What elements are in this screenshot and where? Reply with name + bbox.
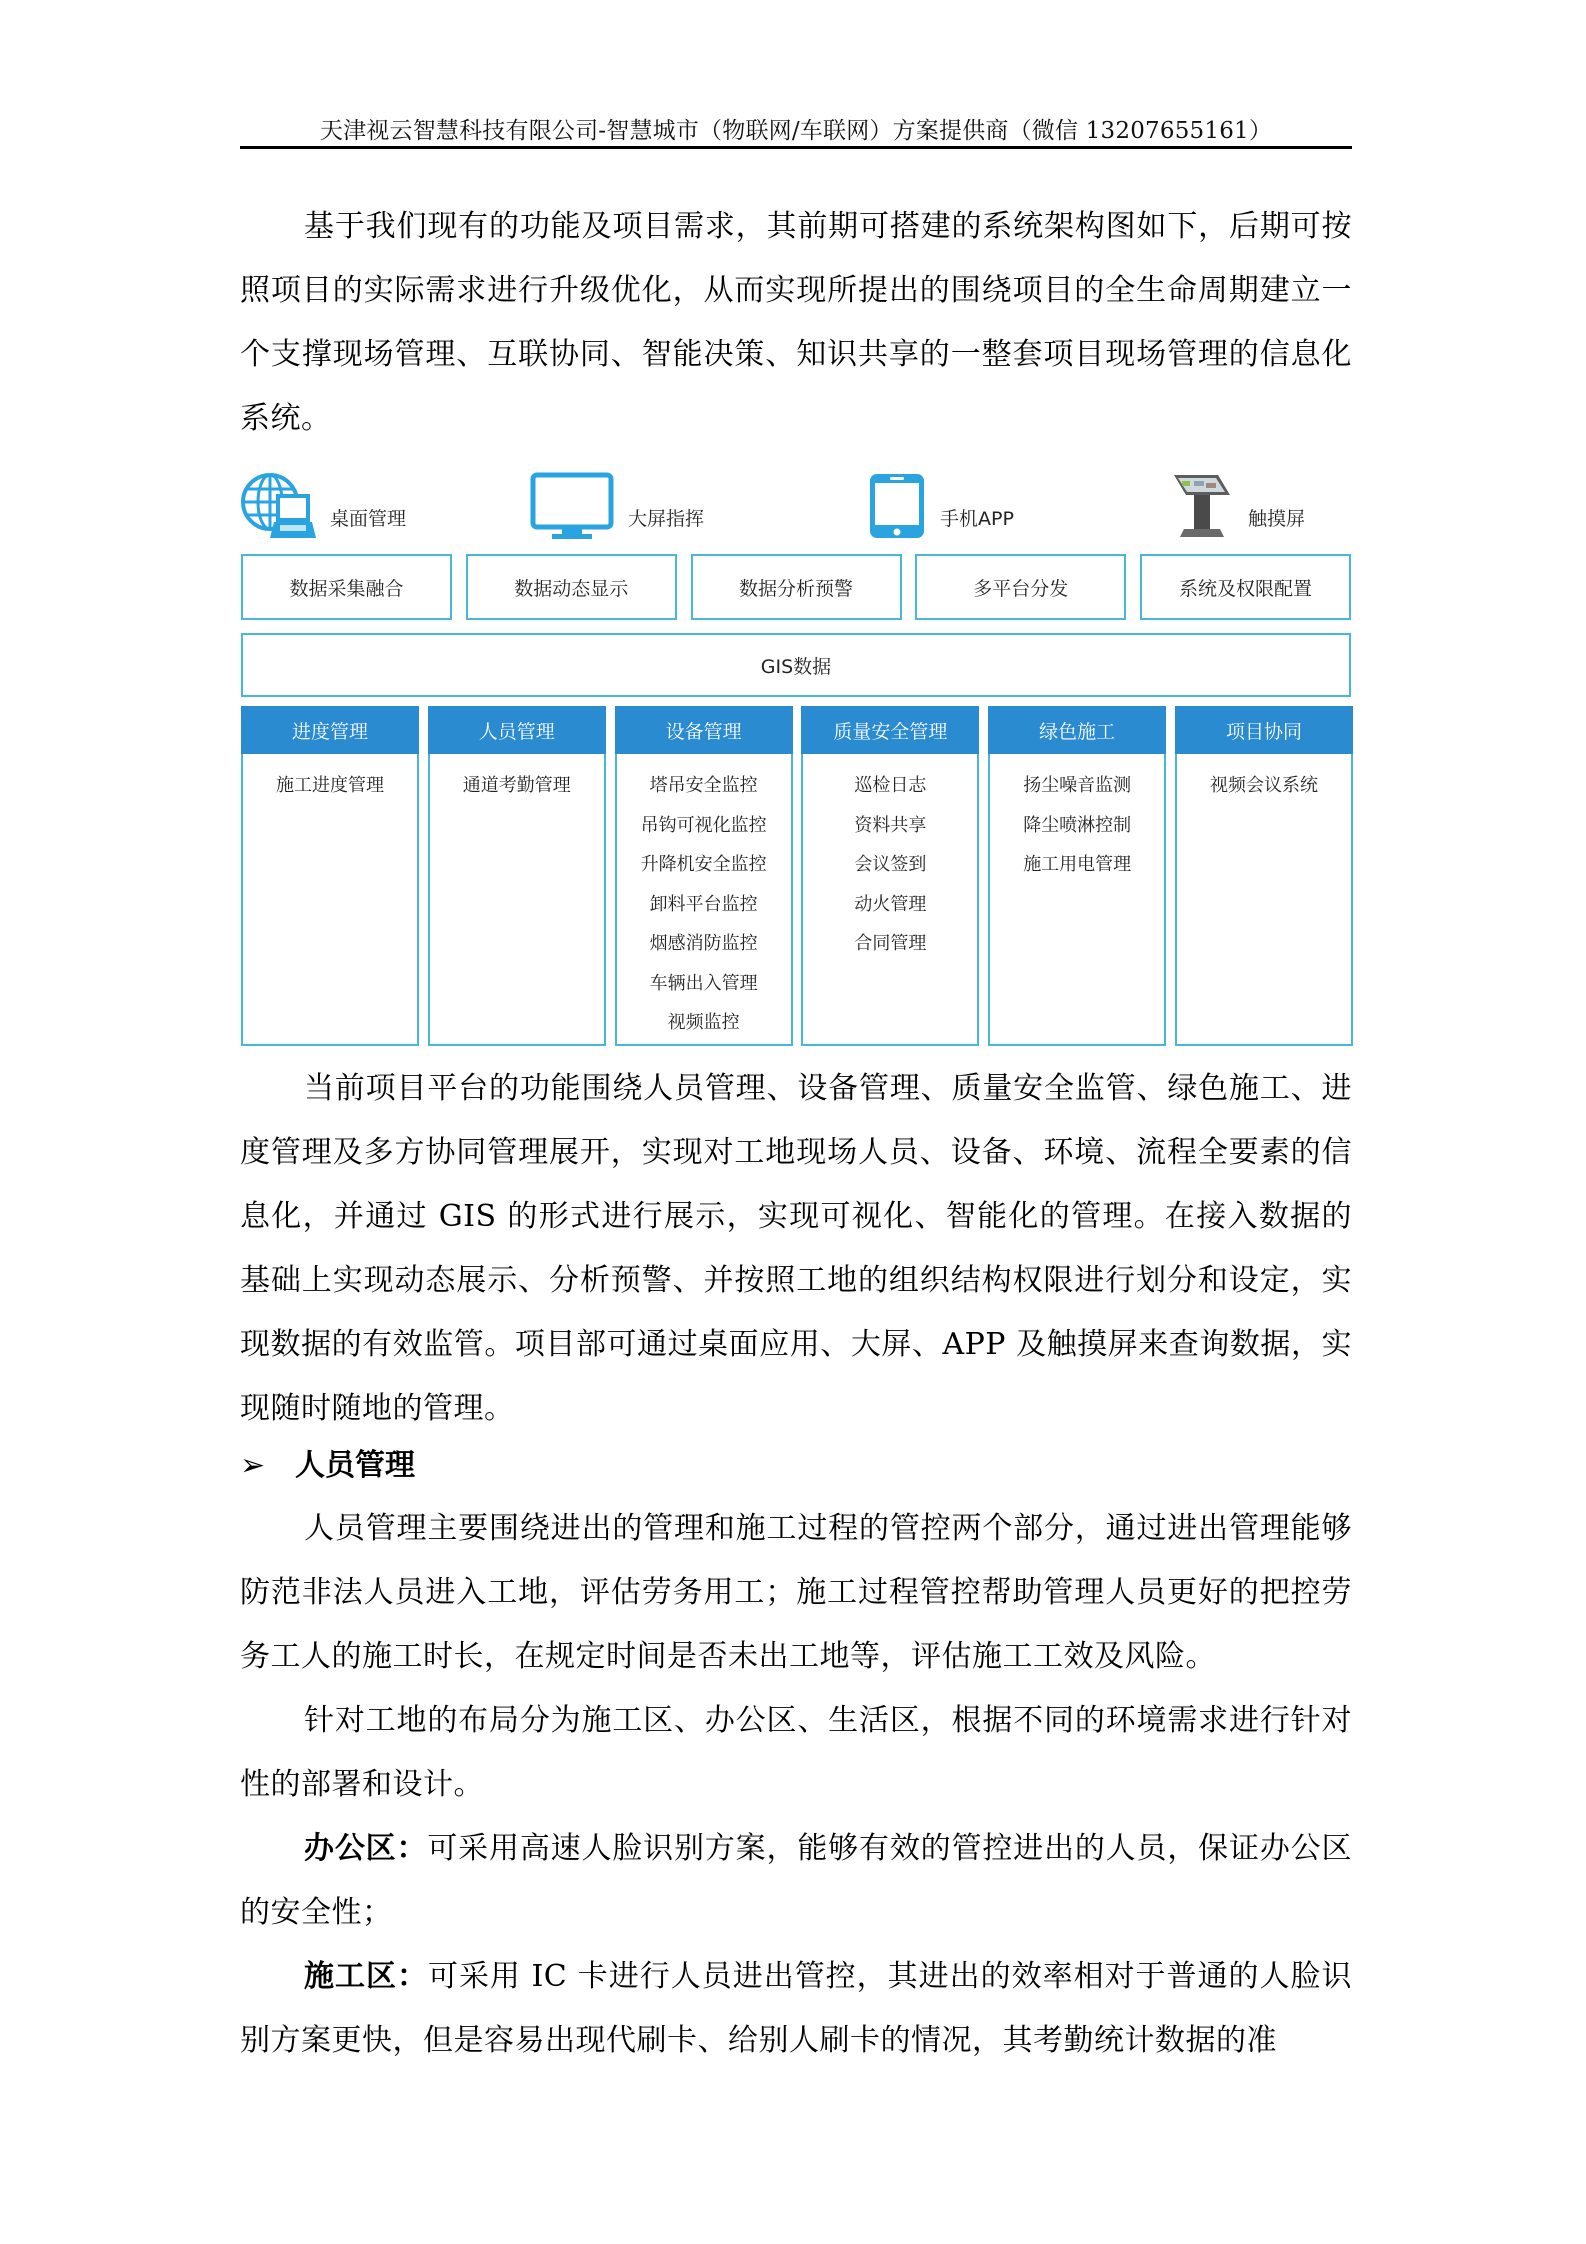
intro-paragraph: 基于我们现有的功能及项目需求，其前期可搭建的系统架构图如下，后期可按照项目的实际需求进行升级优化，从而实现所提出的围绕项目的全生命周期建立一个支撑现场管理、互联协同、智能决策、知识共享的一整套项目现场管理的信息化系统。 — [240, 209, 1352, 436]
header-divider — [240, 146, 1352, 149]
module-quality-safety — [801, 706, 979, 1046]
module-item: 塔吊安全监控 — [649, 775, 758, 796]
module-columns — [241, 706, 1353, 1046]
module-item: 吊钩可视化监控 — [640, 814, 767, 836]
section-heading — [240, 1434, 415, 1498]
client-mobile-app — [868, 466, 1014, 546]
system-architecture-diagram — [240, 466, 1352, 1056]
module-progress — [241, 706, 419, 1046]
office-zone-label: 办公区： — [304, 1831, 428, 1866]
feature-box: 多平台分发 — [915, 554, 1126, 620]
smartphone-icon — [868, 472, 926, 540]
client-touchscreen — [1170, 466, 1305, 546]
module-title: 质量安全管理 — [801, 706, 979, 754]
client-desktop — [240, 466, 406, 546]
monitor-icon — [530, 472, 614, 540]
module-collaboration — [1175, 706, 1353, 1046]
module-item: 视频监控 — [667, 1012, 740, 1033]
client-big-screen — [530, 466, 704, 546]
module-green-construction — [988, 706, 1166, 1046]
construction-zone-label: 施工区： — [304, 1959, 428, 1994]
module-item: 通道考勤管理 — [462, 775, 571, 796]
module-title: 人员管理 — [428, 706, 606, 754]
module-item: 视频会议系统 — [1209, 775, 1318, 796]
section-title: 人员管理 — [295, 1448, 415, 1483]
module-item: 升降机安全监控 — [640, 854, 767, 875]
feature-box: 数据分析预警 — [691, 554, 902, 620]
gis-data-layer: GIS数据 — [241, 633, 1351, 697]
client-label: 触摸屏 — [1248, 507, 1306, 530]
feature-box: 数据动态显示 — [466, 554, 677, 620]
module-item: 施工进度管理 — [276, 775, 384, 796]
feature-box: 数据采集融合 — [241, 554, 452, 620]
module-title: 进度管理 — [241, 706, 419, 754]
module-title: 绿色施工 — [988, 706, 1166, 754]
personnel-paragraph-2: 针对工地的布局分为施工区、办公区、生活区，根据不同的环境需求进行针对性的部署和设计。 — [240, 1703, 1352, 1802]
module-title: 设备管理 — [615, 706, 793, 754]
module-item: 烟感消防监控 — [649, 933, 758, 954]
construction-zone-paragraph — [240, 1945, 1352, 2073]
feature-row — [241, 554, 1351, 624]
feature-box: 系统及权限配置 — [1140, 554, 1351, 620]
globe-laptop-icon — [240, 472, 316, 540]
module-equipment — [615, 706, 793, 1046]
construction-zone-text: 可采用 IC 卡进行人员进出管控，其进出的效率相对于普通的人脸识别方案更快，但是容易出现代刷卡、给别人刷卡的情况，其考勤统计数据的准 — [240, 1959, 1352, 2058]
arrow-bullet-icon: ➢ — [240, 1448, 266, 1483]
office-zone-paragraph — [240, 1817, 1352, 1945]
module-item: 资料共享 — [854, 814, 927, 836]
module-item: 会议签到 — [854, 854, 927, 875]
module-item: 施工用电管理 — [1023, 854, 1132, 875]
client-label: 大屏指挥 — [628, 507, 705, 530]
module-item: 降尘喷淋控制 — [1023, 814, 1132, 836]
personnel-paragraph-1: 人员管理主要围绕进出的管理和施工过程的管控两个部分，通过进出管理能够防范非法人员进入工地，评估劳务用工；施工过程管控帮助管理人员更好的把控劳务工人的施工时长，在规定时间是否未出工地等，评估施工工效及风险。 — [240, 1511, 1352, 1674]
office-zone-text: 可采用高速人脸识别方案，能够有效的管控进出的人员，保证办公区的安全性； — [240, 1831, 1353, 1930]
module-personnel — [428, 706, 606, 1046]
module-item: 合同管理 — [854, 933, 927, 954]
client-label: 桌面管理 — [330, 507, 407, 530]
module-item: 扬尘噪音监测 — [1023, 775, 1132, 796]
module-item: 车辆出入管理 — [649, 972, 758, 994]
module-item: 巡检日志 — [854, 775, 927, 796]
page-header: 天津视云智慧科技有限公司-智慧城市（物联网/车联网）方案提供商（微信 13207655161） — [319, 118, 1273, 144]
touch-kiosk-icon — [1170, 471, 1234, 541]
module-item: 动火管理 — [854, 893, 927, 915]
module-item: 卸料平台监控 — [649, 893, 758, 915]
client-label: 手机APP — [940, 507, 1014, 530]
module-title: 项目协同 — [1175, 706, 1353, 754]
platform-paragraph: 当前项目平台的功能围绕人员管理、设备管理、质量安全监管、绿色施工、进度管理及多方协同管理展开，实现对工地现场人员、设备、环境、流程全要素的信息化，并通过 GIS 的形式进行展示，实现可视化、智能化的管理。在接入数据的基础上实现动态展示、分析预警、并按照工地的组织结构权限进行划分和设定，实现数据的有效监管。项目部可通过桌面应用、大屏、APP 及触摸屏来查询数据，实现随时随地的管理。 — [240, 1071, 1352, 1426]
